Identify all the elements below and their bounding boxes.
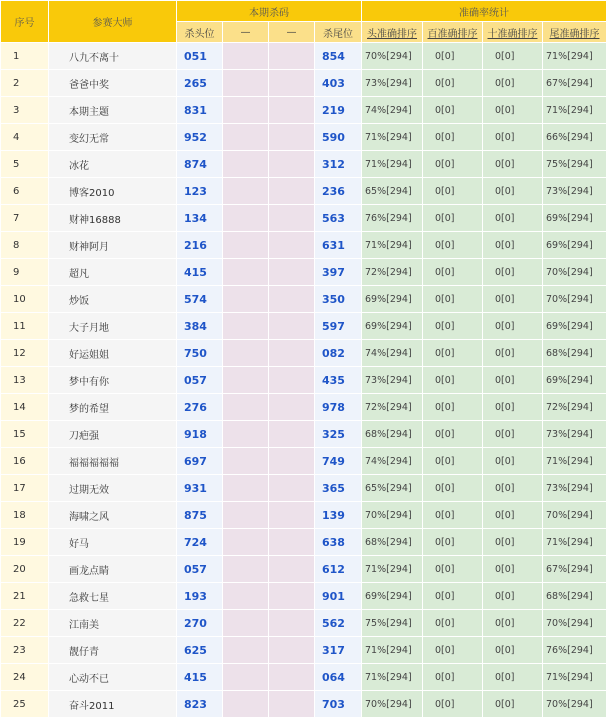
hundreds-accuracy: 0[0] [423,556,483,583]
kill-tail-value: 590 [315,124,362,151]
empty-cell [223,340,269,367]
master-name: 江南美 [49,610,177,637]
empty-cell [223,124,269,151]
empty-cell [269,259,315,286]
head-accuracy: 68%[294] [362,421,423,448]
tail-accuracy: 70%[294] [543,502,606,529]
tens-accuracy: 0[0] [483,43,543,70]
kill-tail-value: 317 [315,637,362,664]
kill-head-value: 193 [177,583,223,610]
empty-cell [223,205,269,232]
master-name: 奋斗2011 [49,691,177,718]
tail-accuracy: 69%[294] [543,232,606,259]
empty-cell [269,178,315,205]
row-number: 10 [1,286,49,313]
head-accuracy: 69%[294] [362,286,423,313]
master-name: 福福福福福 [49,448,177,475]
hundreds-accuracy: 0[0] [423,475,483,502]
row-number: 12 [1,340,49,367]
hundreds-accuracy: 0[0] [423,97,483,124]
kill-head-value: 952 [177,124,223,151]
tens-accuracy: 0[0] [483,286,543,313]
kill-head-value: 831 [177,97,223,124]
tail-accuracy: 73%[294] [543,475,606,502]
tens-accuracy: 0[0] [483,259,543,286]
kill-group-header: 本期杀码 [177,1,362,22]
master-name: 财神16888 [49,205,177,232]
tail-accuracy: 71%[294] [543,97,606,124]
kill-head-value: 123 [177,178,223,205]
hundreds-accuracy: 0[0] [423,124,483,151]
empty-cell [223,367,269,394]
kill-tail-value: 901 [315,583,362,610]
kill-mid2-header: — [269,22,315,43]
empty-cell [269,367,315,394]
tens-accuracy: 0[0] [483,502,543,529]
empty-cell [269,124,315,151]
table-row [1,367,606,394]
kill-tail-value: 631 [315,232,362,259]
row-number: 20 [1,556,49,583]
kill-tail-value: 638 [315,529,362,556]
master-name: 财神阿月 [49,232,177,259]
tens-accuracy: 0[0] [483,664,543,691]
kill-tail-value: 562 [315,610,362,637]
table-row [1,502,606,529]
tail-accuracy: 76%[294] [543,637,606,664]
kill-head-value: 270 [177,610,223,637]
row-number: 17 [1,475,49,502]
hundreds-accuracy: 0[0] [423,70,483,97]
head-accuracy: 72%[294] [362,394,423,421]
master-name: 超凡 [49,259,177,286]
empty-cell [269,502,315,529]
head-accuracy: 71%[294] [362,637,423,664]
empty-cell [269,610,315,637]
row-number: 19 [1,529,49,556]
hundreds-accuracy: 0[0] [423,178,483,205]
row-number: 5 [1,151,49,178]
kill-tail-value: 854 [315,43,362,70]
table-row [1,340,606,367]
row-number: 6 [1,178,49,205]
kill-head-value: 415 [177,259,223,286]
hundreds-accuracy: 0[0] [423,664,483,691]
table-row [1,205,606,232]
kill-tail-value: 064 [315,664,362,691]
hundreds-accuracy: 0[0] [423,340,483,367]
tens-accuracy: 0[0] [483,394,543,421]
row-number: 15 [1,421,49,448]
master-name: 刀疤强 [49,421,177,448]
tail-accuracy: 68%[294] [543,340,606,367]
hundreds-accuracy: 0[0] [423,43,483,70]
tail-accuracy: 68%[294] [543,583,606,610]
tens-accuracy: 0[0] [483,124,543,151]
empty-cell [223,448,269,475]
empty-cell [269,637,315,664]
kill-tail-value: 435 [315,367,362,394]
empty-cell [223,583,269,610]
kill-head-value: 574 [177,286,223,313]
kill-tail-value: 703 [315,691,362,718]
tail-accuracy: 66%[294] [543,124,606,151]
empty-cell [223,259,269,286]
row-number: 1 [1,43,49,70]
tens-accuracy: 0[0] [483,583,543,610]
kill-tail-value: 749 [315,448,362,475]
master-name: 急救七星 [49,583,177,610]
master-name: 过期无效 [49,475,177,502]
tens-accuracy: 0[0] [483,421,543,448]
kill-head-header: 杀头位 [177,22,223,43]
table-row [1,232,606,259]
kill-head-value: 384 [177,313,223,340]
table-header [1,1,606,43]
row-number: 23 [1,637,49,664]
empty-cell [223,421,269,448]
empty-cell [223,70,269,97]
tail-accuracy: 75%[294] [543,151,606,178]
empty-cell [223,313,269,340]
tail-accuracy: 70%[294] [543,286,606,313]
hundreds-accuracy: 0[0] [423,691,483,718]
empty-cell [223,664,269,691]
table-row [1,529,606,556]
tens-accuracy: 0[0] [483,529,543,556]
empty-cell [269,421,315,448]
head-accuracy: 76%[294] [362,205,423,232]
table-row [1,421,606,448]
tens-accuracy: 0[0] [483,475,543,502]
empty-cell [223,232,269,259]
kill-head-value: 874 [177,151,223,178]
master-header: 参赛大师 [49,1,177,43]
head-accuracy: 70%[294] [362,502,423,529]
row-number: 4 [1,124,49,151]
head-accuracy: 65%[294] [362,178,423,205]
hundreds-accuracy: 0[0] [423,151,483,178]
head-accuracy: 71%[294] [362,124,423,151]
table-row [1,124,606,151]
empty-cell [223,97,269,124]
master-name: 爸爸中奖 [49,70,177,97]
head-accuracy: 74%[294] [362,448,423,475]
master-name: 画龙点睛 [49,556,177,583]
table-row [1,97,606,124]
empty-cell [269,43,315,70]
kill-head-value: 931 [177,475,223,502]
kill-head-value: 625 [177,637,223,664]
row-number: 7 [1,205,49,232]
empty-cell [223,529,269,556]
empty-cell [223,286,269,313]
master-name: 大子月地 [49,313,177,340]
head-accuracy: 74%[294] [362,340,423,367]
tens-accuracy: 0[0] [483,610,543,637]
empty-cell [269,664,315,691]
empty-cell [269,232,315,259]
head-accuracy: 74%[294] [362,97,423,124]
tail-accuracy: 69%[294] [543,313,606,340]
empty-cell [269,340,315,367]
row-number: 3 [1,97,49,124]
kill-head-value: 051 [177,43,223,70]
master-name: 八九不离十 [49,43,177,70]
table-row [1,664,606,691]
hundreds-accuracy: 0[0] [423,394,483,421]
stats-group-header: 准确率统计 [362,1,606,22]
row-number: 18 [1,502,49,529]
empty-cell [223,610,269,637]
empty-cell [223,178,269,205]
master-name: 变幻无常 [49,124,177,151]
kill-head-value: 724 [177,529,223,556]
kill-tail-value: 312 [315,151,362,178]
kill-tail-header: 杀尾位 [315,22,362,43]
empty-cell [223,556,269,583]
empty-cell [269,205,315,232]
row-number: 16 [1,448,49,475]
tens-accuracy: 0[0] [483,340,543,367]
empty-cell [269,313,315,340]
head-accuracy: 70%[294] [362,691,423,718]
master-name: 博客2010 [49,178,177,205]
tens-accuracy: 0[0] [483,205,543,232]
table-row [1,556,606,583]
empty-cell [223,637,269,664]
kill-head-value: 265 [177,70,223,97]
hundreds-accuracy: 0[0] [423,583,483,610]
head-accuracy: 72%[294] [362,259,423,286]
tens-accuracy: 0[0] [483,232,543,259]
seq-header: 序号 [1,1,49,43]
table-row [1,286,606,313]
table-row [1,637,606,664]
kill-head-value: 057 [177,556,223,583]
head-accuracy: 71%[294] [362,664,423,691]
kill-tail-value: 325 [315,421,362,448]
hundreds-accuracy: 0[0] [423,421,483,448]
head-accuracy: 75%[294] [362,610,423,637]
tens-accuracy: 0[0] [483,691,543,718]
tail-accuracy: 71%[294] [543,43,606,70]
table-row [1,691,606,718]
empty-cell [223,151,269,178]
hundreds-accuracy: 0[0] [423,259,483,286]
kill-head-value: 875 [177,502,223,529]
kill-tail-value: 219 [315,97,362,124]
kill-head-value: 276 [177,394,223,421]
empty-cell [223,475,269,502]
master-name: 好马 [49,529,177,556]
empty-cell [223,691,269,718]
hundreds-accuracy: 0[0] [423,448,483,475]
tens-accuracy: 0[0] [483,367,543,394]
sort-hundreds-accuracy-link[interactable]: 百准确排序 [423,22,483,43]
kill-head-value: 216 [177,232,223,259]
tail-accuracy: 71%[294] [543,529,606,556]
tens-accuracy: 0[0] [483,313,543,340]
kill-tail-value: 139 [315,502,362,529]
kill-tail-value: 563 [315,205,362,232]
table-row [1,475,606,502]
master-name: 本期主题 [49,97,177,124]
master-name: 梦的希望 [49,394,177,421]
table-row [1,70,606,97]
row-number: 25 [1,691,49,718]
tail-accuracy: 69%[294] [543,367,606,394]
kill-tail-value: 350 [315,286,362,313]
empty-cell [269,475,315,502]
kill-head-value: 057 [177,367,223,394]
kill-head-value: 823 [177,691,223,718]
tail-accuracy: 73%[294] [543,421,606,448]
empty-cell [269,556,315,583]
tail-accuracy: 73%[294] [543,178,606,205]
empty-cell [223,43,269,70]
table-row [1,313,606,340]
tens-accuracy: 0[0] [483,97,543,124]
empty-cell [269,691,315,718]
kill-head-value: 697 [177,448,223,475]
hundreds-accuracy: 0[0] [423,610,483,637]
hundreds-accuracy: 0[0] [423,367,483,394]
hundreds-accuracy: 0[0] [423,502,483,529]
tail-accuracy: 72%[294] [543,394,606,421]
tail-accuracy: 71%[294] [543,448,606,475]
table-row [1,583,606,610]
tens-accuracy: 0[0] [483,637,543,664]
tail-accuracy: 70%[294] [543,610,606,637]
row-number: 13 [1,367,49,394]
kill-tail-value: 403 [315,70,362,97]
head-accuracy: 68%[294] [362,529,423,556]
kill-tail-value: 612 [315,556,362,583]
hundreds-accuracy: 0[0] [423,313,483,340]
table-row [1,151,606,178]
head-accuracy: 71%[294] [362,556,423,583]
empty-cell [269,583,315,610]
row-number: 24 [1,664,49,691]
tens-accuracy: 0[0] [483,448,543,475]
tail-accuracy: 70%[294] [543,691,606,718]
kill-head-value: 750 [177,340,223,367]
empty-cell [269,448,315,475]
master-name: 冰花 [49,151,177,178]
empty-cell [269,70,315,97]
head-accuracy: 69%[294] [362,583,423,610]
sort-tens-accuracy-link[interactable]: 十准确排序 [483,22,543,43]
empty-cell [223,502,269,529]
head-accuracy: 73%[294] [362,70,423,97]
tail-accuracy: 70%[294] [543,259,606,286]
kill-head-value: 415 [177,664,223,691]
tens-accuracy: 0[0] [483,70,543,97]
hundreds-accuracy: 0[0] [423,205,483,232]
hundreds-accuracy: 0[0] [423,286,483,313]
head-accuracy: 69%[294] [362,313,423,340]
row-number: 22 [1,610,49,637]
row-number: 21 [1,583,49,610]
master-name: 梦中有你 [49,367,177,394]
table-row [1,610,606,637]
kill-head-value: 918 [177,421,223,448]
table-body [1,43,606,718]
row-number: 9 [1,259,49,286]
table-row [1,259,606,286]
tail-accuracy: 67%[294] [543,556,606,583]
row-number: 8 [1,232,49,259]
kill-tail-value: 236 [315,178,362,205]
empty-cell [269,97,315,124]
master-name: 炒饭 [49,286,177,313]
head-accuracy: 65%[294] [362,475,423,502]
kill-head-value: 134 [177,205,223,232]
head-accuracy: 70%[294] [362,43,423,70]
kill-tail-value: 365 [315,475,362,502]
table-row [1,448,606,475]
row-number: 2 [1,70,49,97]
tail-accuracy: 71%[294] [543,664,606,691]
tail-accuracy: 69%[294] [543,205,606,232]
empty-cell [269,286,315,313]
master-name: 心动不已 [49,664,177,691]
row-number: 14 [1,394,49,421]
tens-accuracy: 0[0] [483,178,543,205]
table-row [1,178,606,205]
hundreds-accuracy: 0[0] [423,232,483,259]
hundreds-accuracy: 0[0] [423,529,483,556]
kill-tail-value: 397 [315,259,362,286]
tens-accuracy: 0[0] [483,556,543,583]
table-row [1,394,606,421]
kill-tail-value: 978 [315,394,362,421]
empty-cell [269,394,315,421]
master-name: 海啸之风 [49,502,177,529]
empty-cell [269,151,315,178]
tens-accuracy: 0[0] [483,151,543,178]
kill-mid1-header: — [223,22,269,43]
kill-tail-value: 597 [315,313,362,340]
table-row [1,43,606,70]
master-name: 靓仔青 [49,637,177,664]
head-accuracy: 71%[294] [362,232,423,259]
row-number: 11 [1,313,49,340]
head-accuracy: 73%[294] [362,367,423,394]
empty-cell [269,529,315,556]
kill-tail-value: 082 [315,340,362,367]
hundreds-accuracy: 0[0] [423,637,483,664]
master-name: 好运姐姐 [49,340,177,367]
tail-accuracy: 67%[294] [543,70,606,97]
empty-cell [223,394,269,421]
sort-head-accuracy-link[interactable]: 头准确排序 [362,22,423,43]
head-accuracy: 71%[294] [362,151,423,178]
sort-tail-accuracy-link[interactable]: 尾准确排序 [543,22,606,43]
